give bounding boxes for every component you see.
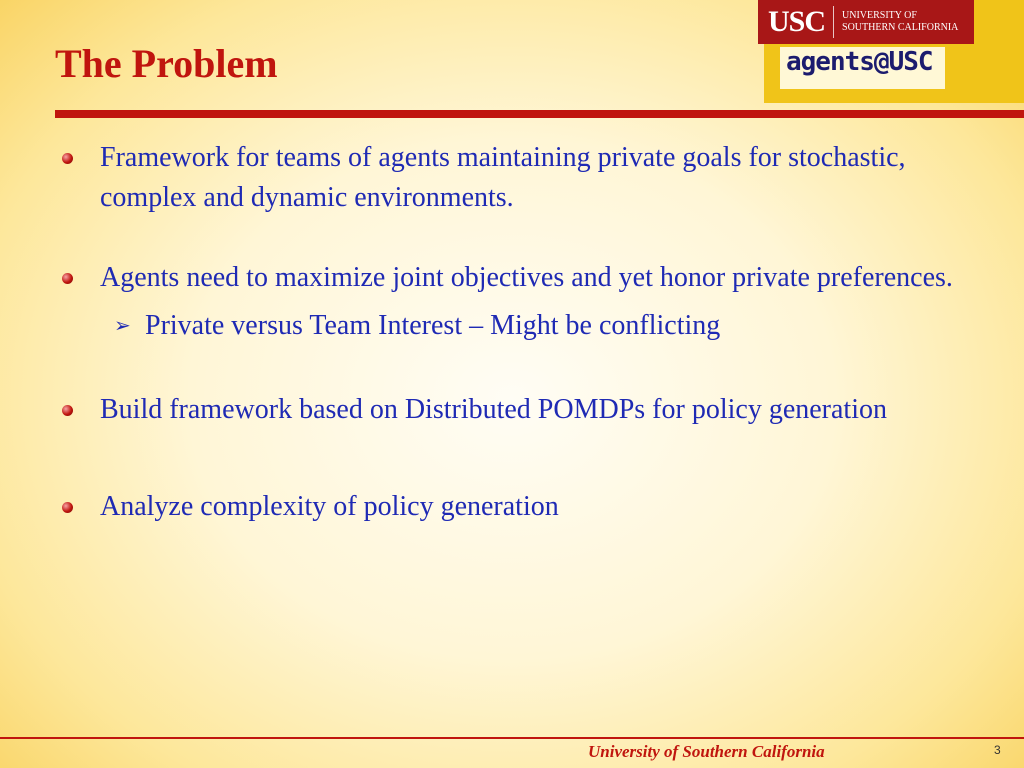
bullet-text: Analyze complexity of policy generation bbox=[100, 491, 559, 522]
footer-text: University of Southern California bbox=[588, 742, 825, 761]
slide-content bbox=[62, 138, 982, 527]
bullet-text: Framework for teams of agents maintaining private goals for stochastic, complex and dynamic environments. bbox=[100, 142, 906, 213]
agents-logo: agents@USC bbox=[786, 47, 933, 77]
slide-title: The Problem bbox=[55, 41, 278, 86]
usc-mark: USC bbox=[768, 5, 826, 38]
bullet-dot-icon bbox=[62, 405, 73, 416]
page-number: 3 bbox=[994, 743, 1001, 757]
sub-bullet-item bbox=[62, 306, 982, 346]
bullet-item bbox=[62, 258, 982, 298]
bullet-text: Build framework based on Distributed POMDPs for policy generation bbox=[100, 394, 887, 425]
bullet-dot-icon bbox=[62, 153, 73, 164]
footer-rule bbox=[0, 737, 1024, 739]
chevron-right-icon: ➢ bbox=[114, 315, 131, 337]
usc-line1: UNIVERSITY OF bbox=[842, 10, 917, 21]
bullet-item bbox=[62, 390, 982, 430]
bullet-item bbox=[62, 487, 982, 527]
bullet-dot-icon bbox=[62, 273, 73, 284]
usc-line2: SOUTHERN CALIFORNIA bbox=[842, 22, 959, 33]
title-rule bbox=[55, 110, 1024, 118]
bullet-text: Agents need to maximize joint objectives and yet honor private preferences. bbox=[100, 262, 953, 293]
usc-wordmark bbox=[842, 10, 958, 34]
bullet-dot-icon bbox=[62, 502, 73, 513]
sub-bullet-text: Private versus Team Interest – Might be conflicting bbox=[145, 310, 721, 341]
bullet-item bbox=[62, 138, 982, 218]
usc-logo bbox=[758, 0, 974, 44]
logo-divider bbox=[833, 6, 834, 38]
